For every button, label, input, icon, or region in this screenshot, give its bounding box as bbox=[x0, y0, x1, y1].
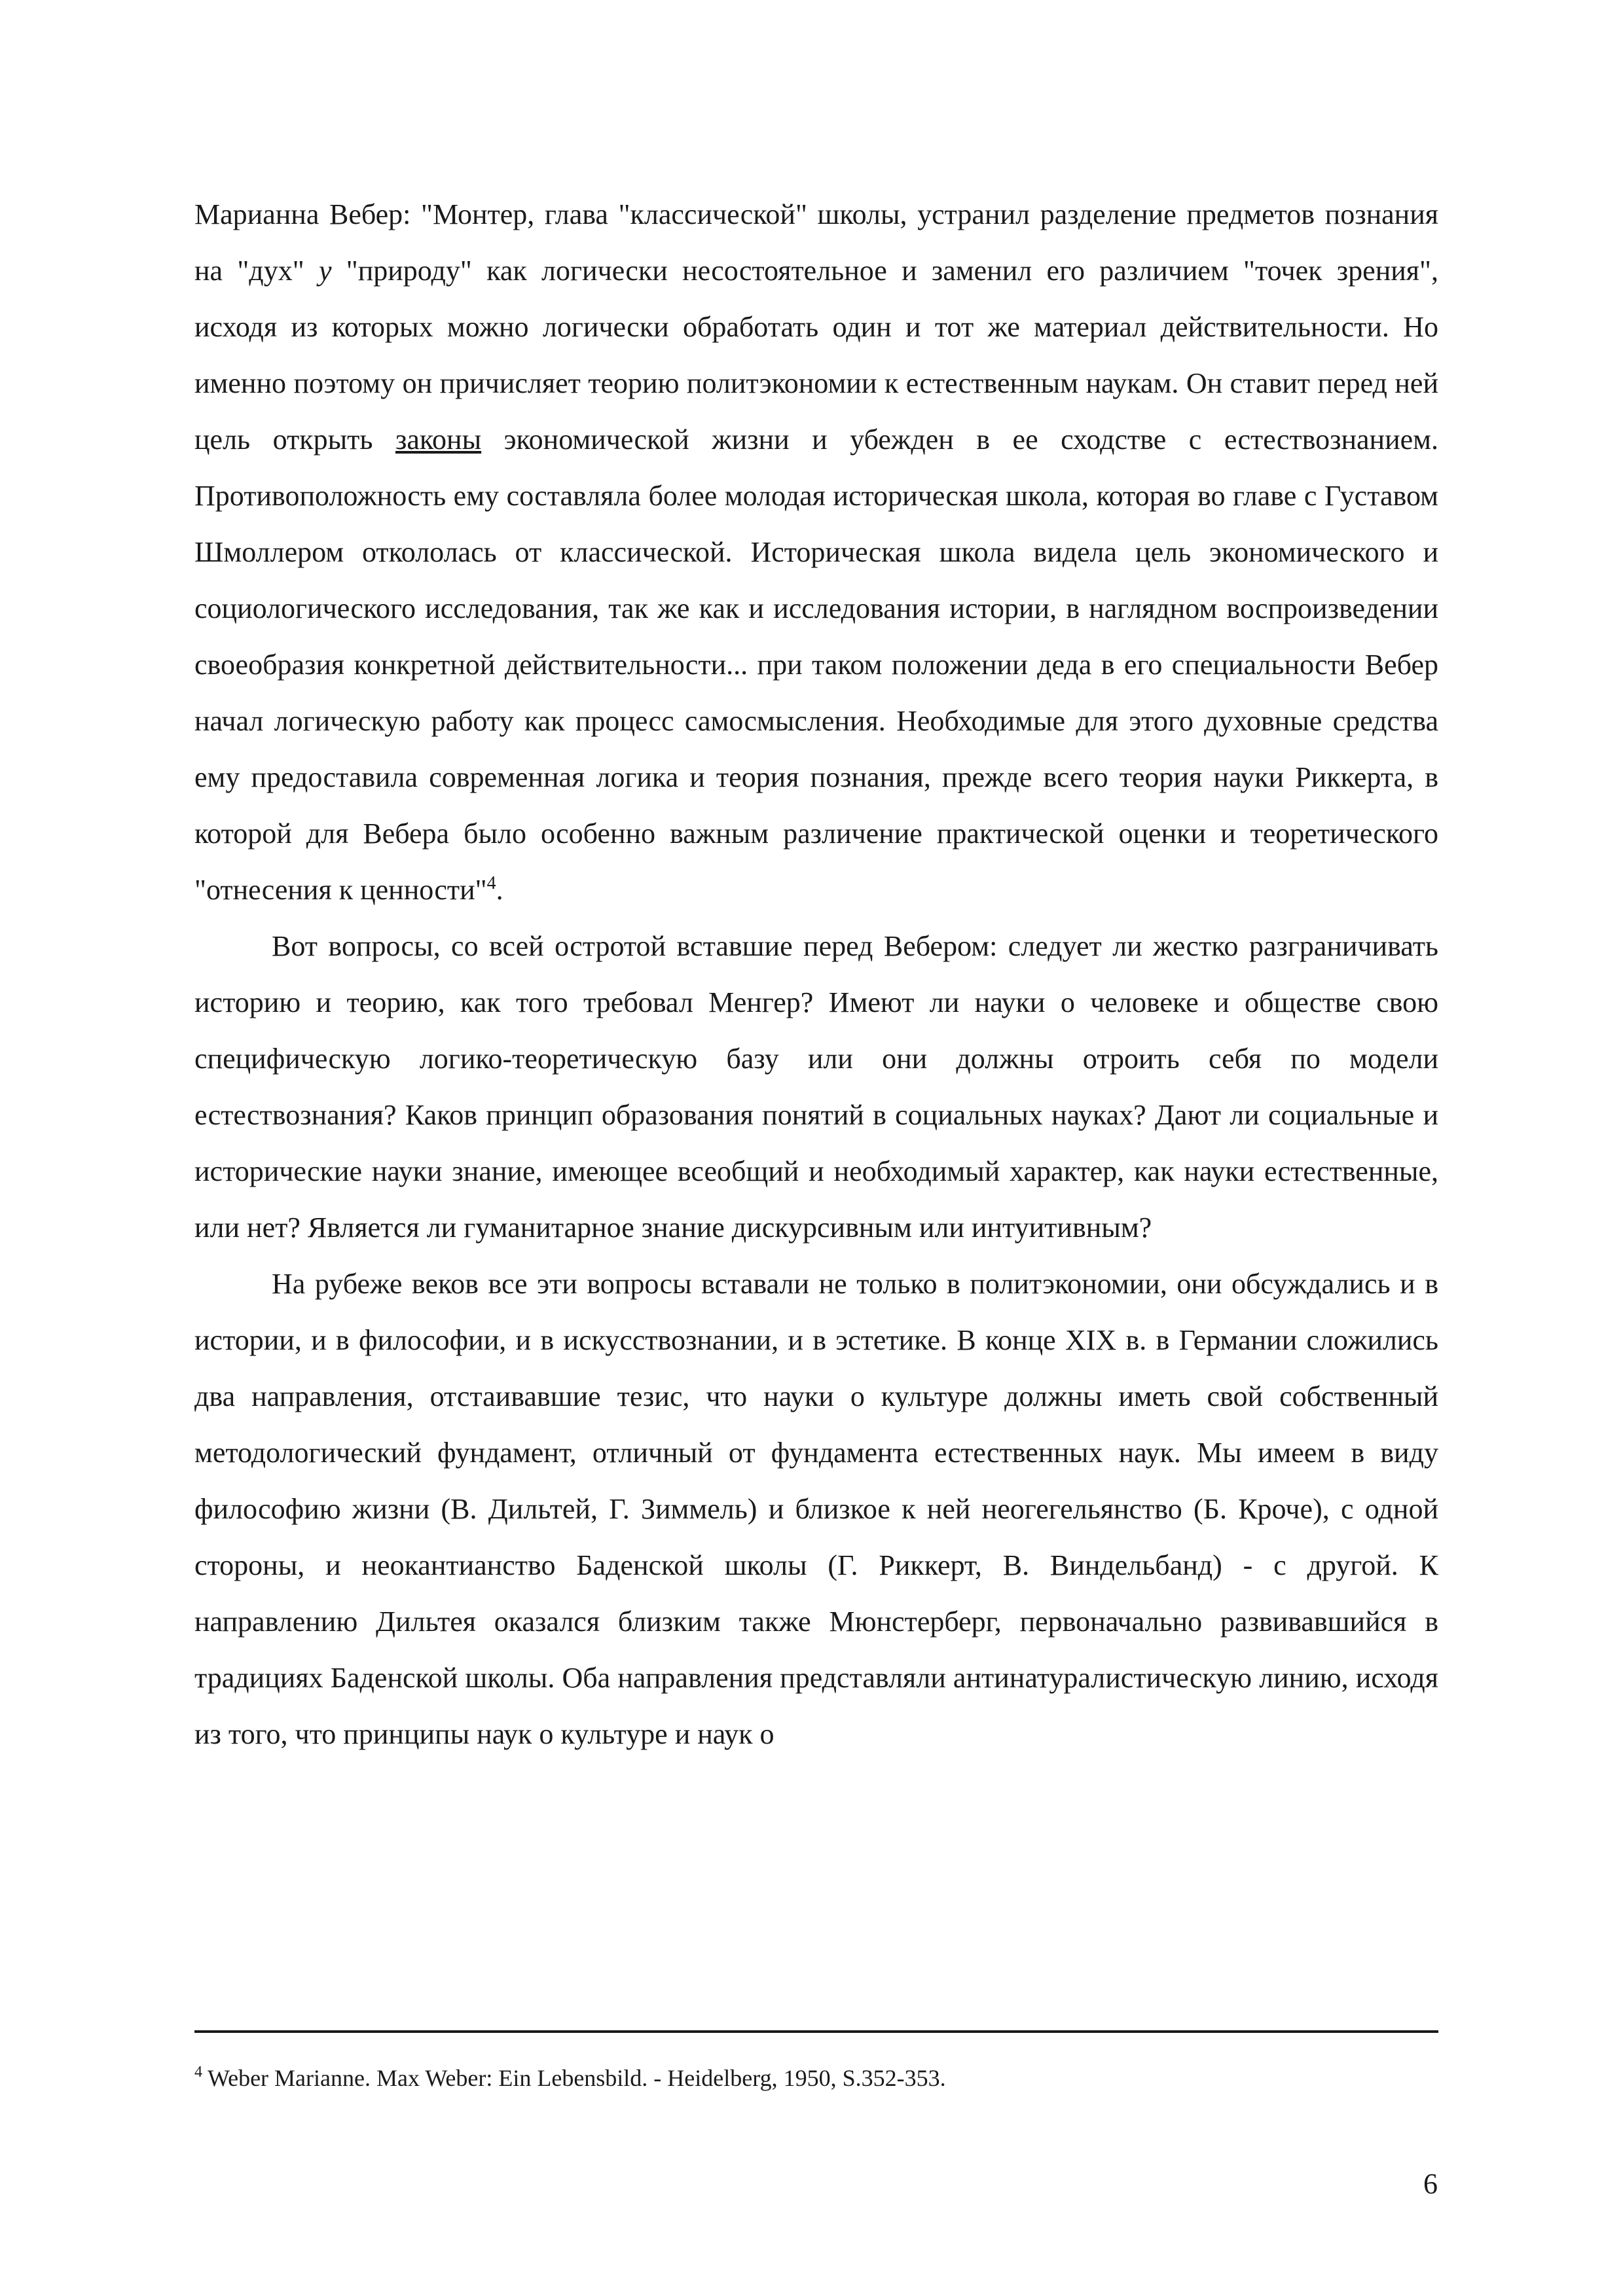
footnote-divider bbox=[194, 2030, 1438, 2033]
footnote-text: Weber Marianne. Max Weber: Ein Lebensbild. - Heidelberg, 1950, S.352-353. bbox=[208, 2065, 946, 2091]
italic-conjunction: у bbox=[318, 255, 332, 287]
paragraph-1-end: . bbox=[496, 874, 503, 906]
footnote-number: 4 bbox=[194, 2064, 202, 2081]
paragraph-2: Вот вопросы, со всей остротой вставшие перед Вебером: следует ли жестко разграничивать историю и теорию, как того требовал Менгер? Имеют ли науки о человеке и обществе свою специфическую логико-теоретическую базу или они должны отроить себя по модели естествознания? Каков принцип образования понятий в социальных науках? Дают ли социальные и исторические науки знание, имеющее всеобщий и необходимый характер, как науки естественные, или нет? Является ли гуманитарное знание дискурсивным или интуитивным? bbox=[194, 930, 1438, 1244]
underlined-word: законы bbox=[395, 423, 482, 456]
paragraph-1-text-c: экономической жизни и убежден в ее сходстве с естествознанием. Противоположность ему составляла более молодая историческая школа, которая во главе с Густавом Шмоллером откололась от классической. Историческая школа видела цель экономического и социологического исследования, так же как и исследования истории, в наглядном воспроизведении своеобразия конкретной действительности... при таком положении деда в его специальности Вебер начал логическую работу как процесс самосмысления. Необходимые для этого духовные средства ему предоставила современная логика и теория познания, прежде всего теория науки Риккерта, в которой для Вебера было особенно важным различение практической оценки и теоретического "отнесения к ценности" bbox=[194, 423, 1438, 906]
page-number: 6 bbox=[1423, 2168, 1438, 2200]
paragraph-1-text-a: Марианна Вебер: "Монтер, глава "классической" школы, устранил разделение предметов познания на "дух" bbox=[194, 198, 1438, 287]
paragraph-1 bbox=[194, 187, 1438, 918]
footnote bbox=[194, 2062, 1438, 2094]
footnote-reference[interactable]: 4 bbox=[486, 873, 496, 893]
paragraph-1-text-b: "природу" как логически несостоятельное и заменил его различием "точек зрения", исходя из которых можно логически обработать один и тот же материал действительности. Но именно поэтому он причисляет теорию политэкономии к естественным наукам. Он ставит перед ней цель открыть bbox=[194, 255, 1439, 456]
page-body bbox=[194, 187, 1438, 1763]
paragraph-3: На рубеже веков все эти вопросы вставали не только в политэкономии, они обсуждались и в истории, и в философии, и в искусствознании, и в эстетике. В конце XIX в. в Германии сложились два направления, отстаивавшие тезис, что науки о культуре должны иметь свой собственный методологический фундамент, отличный от фундамента естественных наук. Мы имеем в виду философию жизни (В. Дильтей, Г. Зиммель) и близкое к ней неогегельянство (Б. Кроче), с одной стороны, и неокантианство Баденской школы (Г. Риккерт, В. Виндельбанд) - с другой. К направлению Дильтея оказался близким также Мюнстерберг, первоначально развивавшийся в традициях Баденской школы. Оба направления представляли антинатуралистическую линию, исходя из того, что принципы наук о культуре и наук о bbox=[194, 1268, 1438, 1750]
